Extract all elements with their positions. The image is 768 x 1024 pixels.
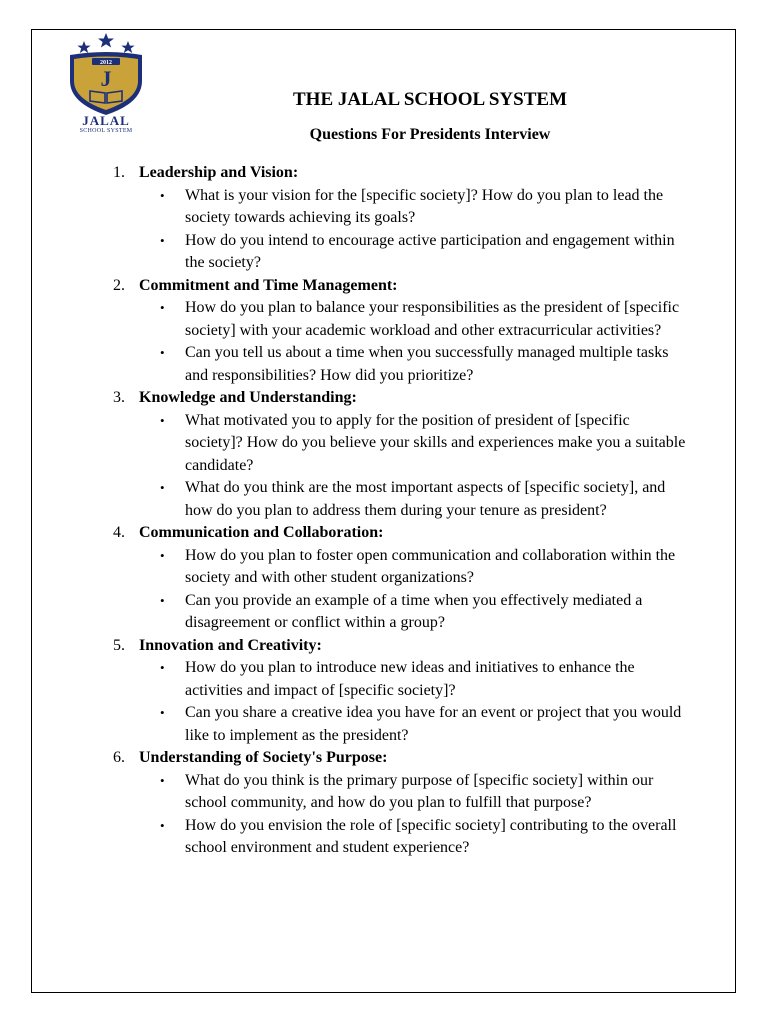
section-heading-row [110, 635, 690, 658]
logo-letter: J [100, 66, 112, 91]
bullet-icon: • [160, 480, 165, 495]
question-text: How do you envision the role of [specific society] contributing to the overall school environment and student experience? [185, 816, 677, 856]
list-item [110, 230, 690, 275]
list-item [110, 770, 690, 815]
bullet-icon: • [160, 592, 165, 608]
question-text: How do you plan to foster open communication and collaboration within the society and with other student organizations? [185, 546, 676, 586]
question-section [110, 275, 690, 388]
section-heading-row [110, 162, 690, 185]
question-section [110, 747, 690, 860]
section-number: 3. [113, 389, 125, 406]
question-text: What do you think are the most important aspects of [specific society], and how do you plan to address them during your tenure as president? [185, 479, 666, 519]
section-number: 1. [113, 164, 125, 181]
star-icon [98, 33, 114, 48]
page-subtitle: Questions For Presidents Interview [309, 126, 551, 143]
question-bullets [110, 545, 690, 635]
logo-year: 2012 [100, 59, 112, 66]
question-section [110, 522, 690, 635]
logo-name: JALAL [82, 113, 130, 128]
list-item [110, 815, 690, 860]
section-heading: Communication and Collaboration: [139, 524, 384, 541]
question-section [110, 635, 690, 748]
question-bullets [110, 410, 690, 523]
page-title: THE JALAL SCHOOL SYSTEM [293, 89, 567, 110]
question-list [110, 162, 690, 860]
section-heading-row [110, 747, 690, 770]
bullet-icon: • [160, 345, 165, 360]
question-section [110, 387, 690, 522]
question-bullets [110, 657, 690, 747]
question-section [110, 162, 690, 275]
section-heading: Understanding of Society's Purpose: [139, 749, 388, 766]
question-text: Can you tell us about a time when you successfully managed multiple tasks and responsibilities? How did you prioritize? [185, 344, 669, 384]
question-text: Can you share a creative idea you have for an event or project that you would like to implement as the president? [185, 704, 682, 744]
bullet-icon: • [160, 300, 165, 315]
star-icon [121, 41, 134, 53]
question-bullets [110, 297, 690, 387]
question-text: Can you provide an example of a time when you effectively mediated a disagreement or conflict within a group? [185, 591, 643, 631]
list-item [110, 657, 690, 702]
section-heading: Innovation and Creativity: [139, 636, 322, 654]
question-text: How do you plan to balance your responsibilities as the president of [specific society] with your academic workload and other extracurricular activities? [185, 299, 680, 339]
bullet-icon: • [160, 232, 165, 248]
list-item [110, 185, 690, 230]
section-heading-row [110, 522, 690, 545]
section-heading-row [110, 275, 690, 298]
bullet-icon: • [160, 705, 165, 720]
section-heading: Knowledge and Understanding: [139, 389, 357, 406]
question-text: What is your vision for the [specific society]? How do you plan to lead the society towards achieving its goals? [185, 186, 664, 226]
section-number: 6. [113, 749, 125, 766]
list-item [110, 590, 690, 635]
star-icon [77, 41, 90, 53]
list-item [110, 545, 690, 590]
logo-subname: SCHOOL SYSTEM [79, 128, 133, 134]
list-item [110, 342, 690, 387]
bullet-icon: • [160, 412, 165, 428]
question-text: How do you plan to introduce new ideas and initiatives to enhance the activities and impact of [specific society]? [185, 659, 635, 699]
section-number: 2. [113, 276, 125, 294]
question-text: What motivated you to apply for the position of president of [specific society]? How do you believe your skills and experiences make you a suitable candidate? [185, 411, 686, 474]
section-heading-row [110, 387, 690, 410]
bullet-icon: • [160, 817, 165, 833]
list-item [110, 477, 690, 522]
bullet-icon: • [160, 547, 165, 563]
question-text: What do you think is the primary purpose of [specific society] within our school community, and how do you plan to fulfill that purpose? [185, 771, 654, 811]
bullet-icon: • [160, 660, 165, 675]
question-bullets [110, 770, 690, 860]
question-text: How do you intend to encourage active participation and engagement within the society? [185, 231, 675, 271]
section-number: 5. [113, 636, 125, 654]
section-heading: Leadership and Vision: [139, 164, 299, 181]
bullet-icon: • [160, 772, 165, 788]
list-item [110, 410, 690, 478]
list-item [110, 702, 690, 747]
bullet-icon: • [160, 187, 165, 203]
list-item [110, 297, 690, 342]
section-number: 4. [113, 524, 125, 541]
question-bullets [110, 185, 690, 275]
section-heading: Commitment and Time Management: [139, 276, 398, 294]
